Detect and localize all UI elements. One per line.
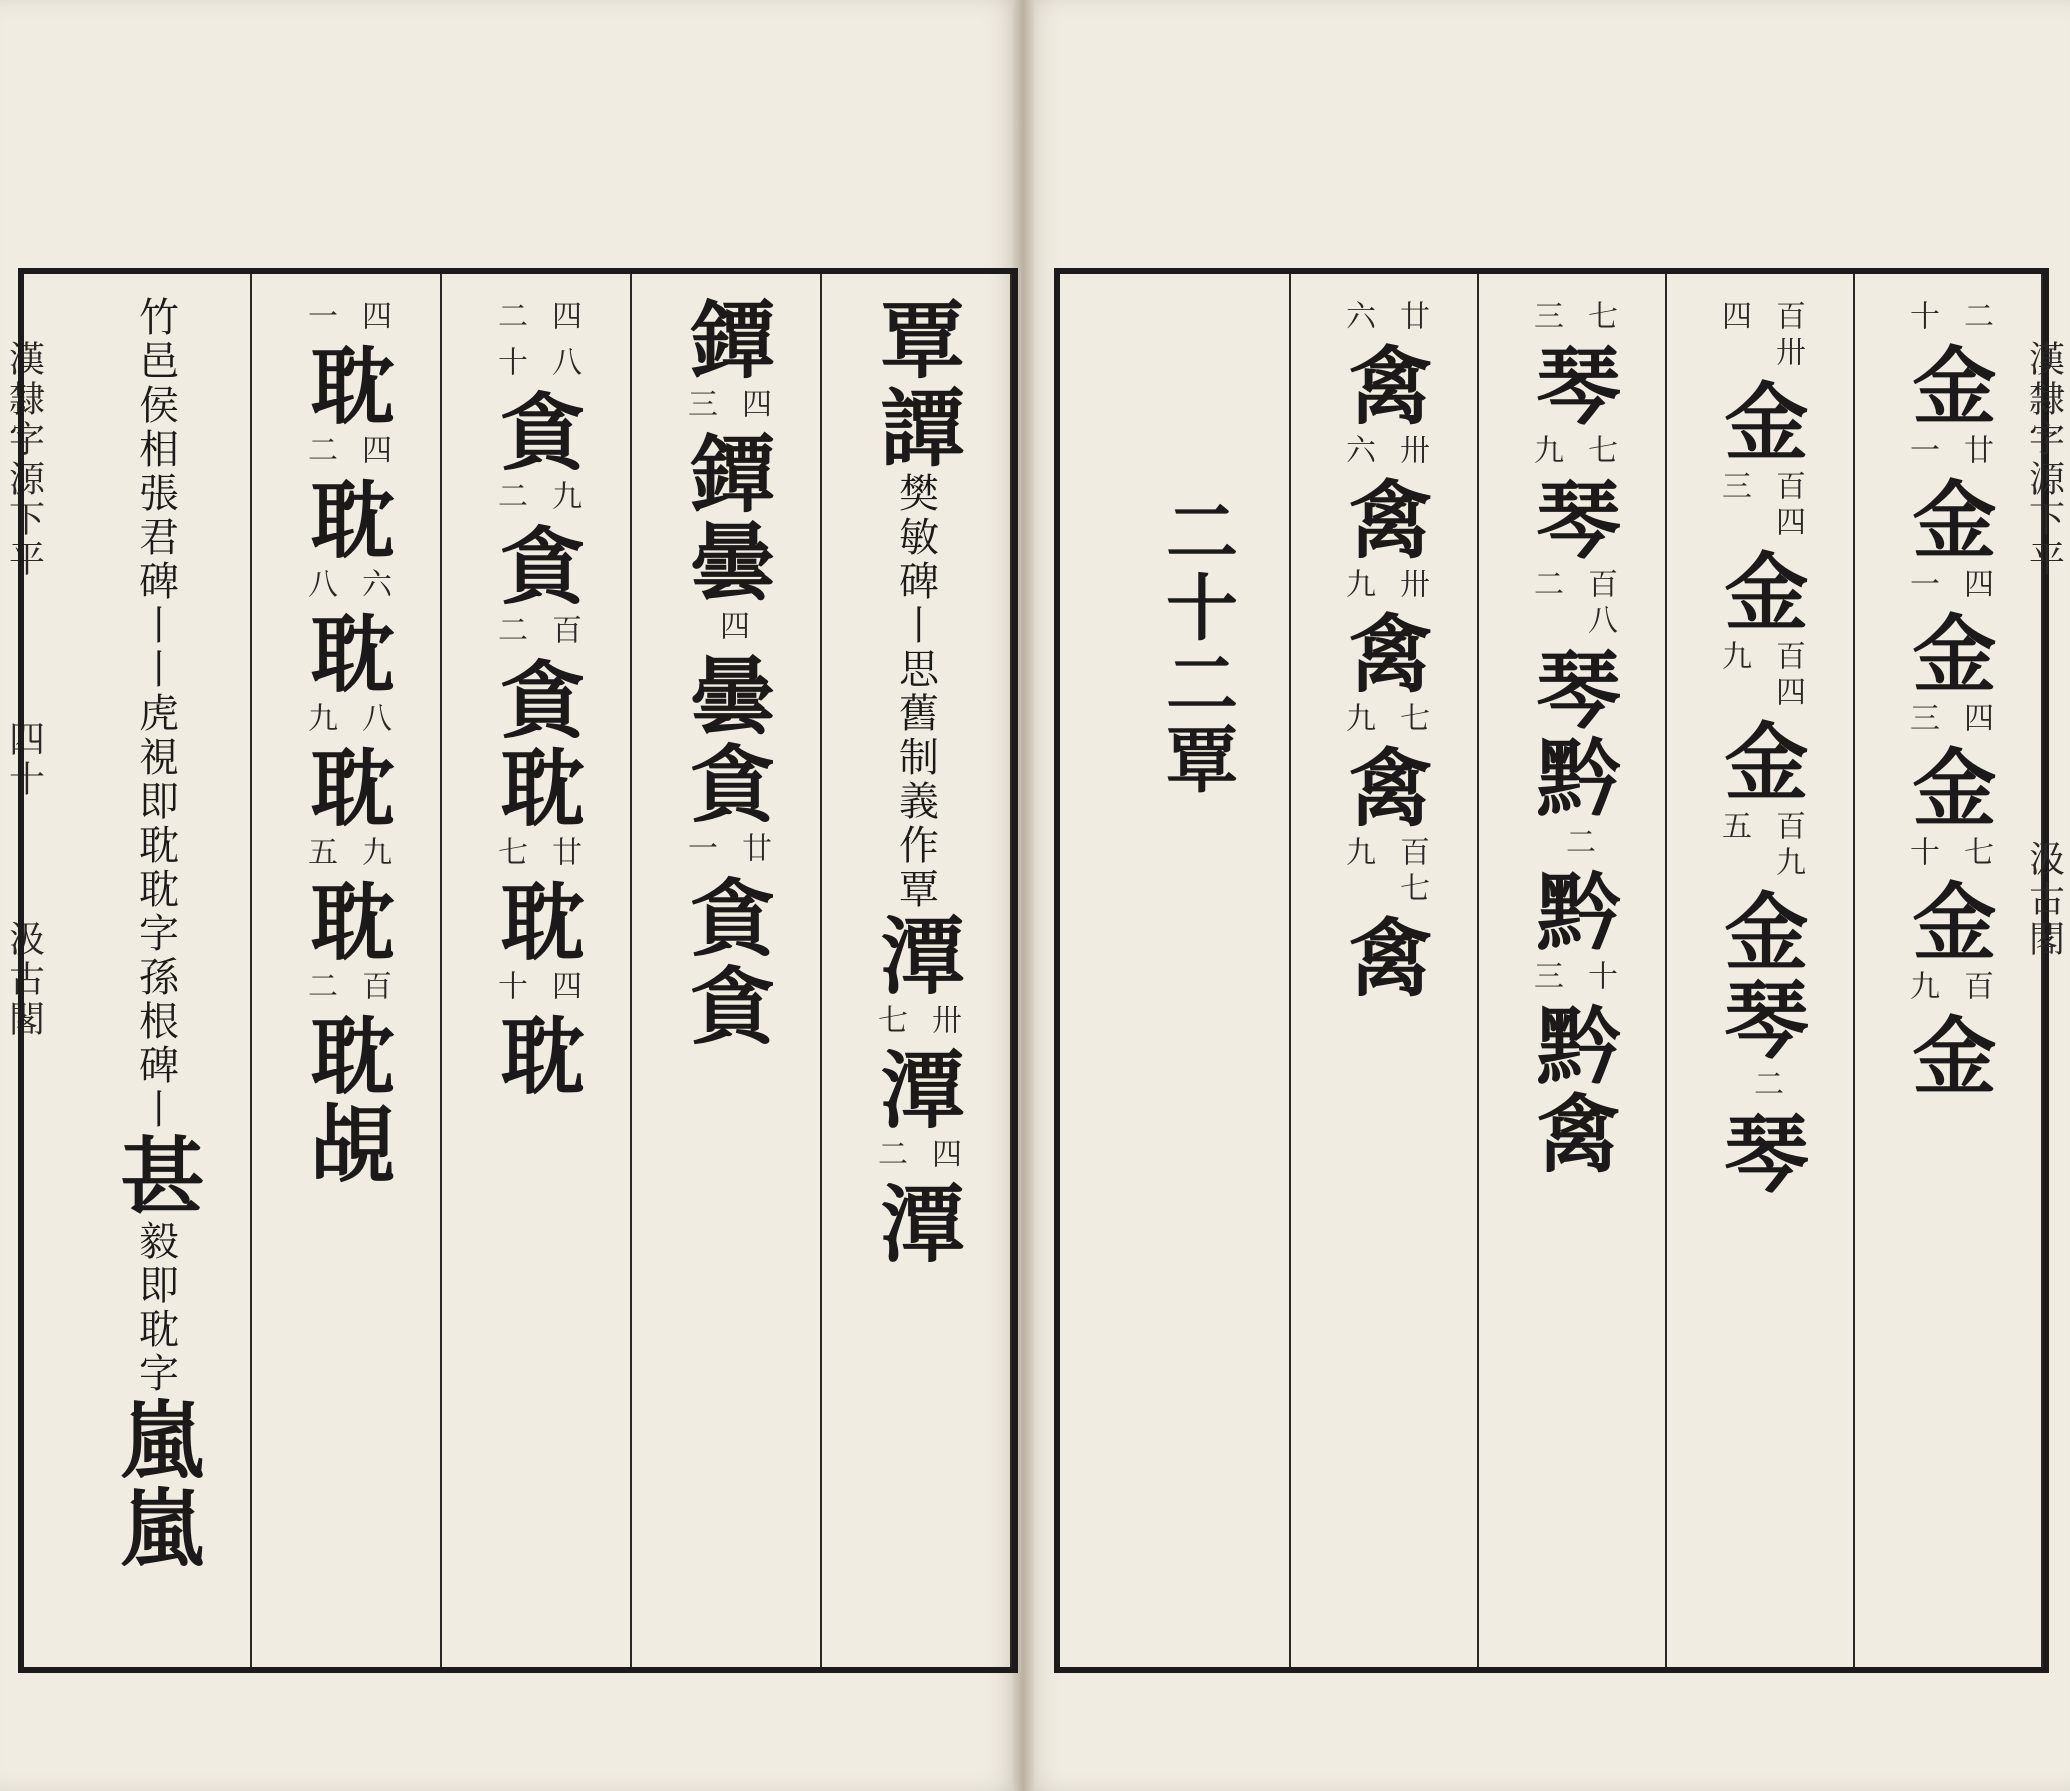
glyph: 耽	[297, 476, 396, 564]
source-number: 廿	[736, 832, 771, 868]
entry-cell	[107, 1484, 206, 1572]
glyph: 金	[1899, 476, 1998, 564]
source-number: 一	[1904, 568, 1939, 604]
source-number: 廿	[1958, 434, 1993, 470]
source-number: 十	[1904, 836, 1939, 872]
source-number: 十	[492, 970, 527, 1006]
glyph: 琴	[1711, 1110, 1810, 1198]
source-number: 九	[1528, 434, 1563, 470]
source-number-pair	[1335, 434, 1433, 470]
glyph: 潭	[867, 1046, 966, 1134]
source-number: 七	[492, 836, 527, 872]
source-number-pair	[1711, 810, 1809, 882]
glyph: 耽	[297, 342, 396, 430]
source-number: 六	[356, 568, 391, 604]
source-number-pair	[1899, 970, 1997, 1006]
source-number: 十	[1904, 300, 1939, 336]
text-column	[1479, 274, 1667, 1667]
source-number: 卅	[1394, 434, 1429, 470]
source-number: 七	[1394, 702, 1429, 738]
annotation-text: 孫根碑丨	[132, 956, 179, 1132]
glyph: 耽	[297, 610, 396, 698]
entry-cell	[1335, 832, 1433, 1002]
entry-cell	[1711, 636, 1809, 806]
entry-cell	[1335, 564, 1433, 698]
entry-cell	[297, 564, 395, 698]
source-number-pair	[1899, 702, 1997, 738]
entry-cell	[1523, 1090, 1622, 1178]
source-number: 三	[1904, 702, 1939, 738]
source-number: 四	[926, 1138, 961, 1174]
right-page-frame	[1054, 268, 2049, 1673]
source-number: 二	[302, 970, 337, 1006]
entry-cell	[1899, 564, 1997, 698]
source-number-pair	[487, 970, 585, 1006]
entry-cell	[677, 962, 776, 1050]
entry-cell	[487, 610, 585, 744]
entry-cell	[107, 1396, 206, 1484]
source-number: 四	[736, 388, 771, 424]
source-number-pair	[1733, 1068, 1787, 1104]
entry-cell	[1899, 296, 1997, 430]
glyph: 禽	[1335, 914, 1434, 1002]
source-number-pair	[297, 300, 395, 336]
source-number: 二	[492, 300, 527, 336]
glyph: 金	[1899, 744, 1998, 832]
source-number-pair	[867, 1138, 965, 1174]
source-number: 二	[1560, 826, 1595, 862]
glyph: 金	[1899, 1012, 1998, 1100]
glyph: 嵐	[107, 1484, 206, 1572]
glyph: 禽	[1335, 476, 1434, 564]
source-number-pair	[1711, 470, 1809, 542]
entry-cell	[297, 296, 395, 430]
entry-cell	[128, 296, 185, 648]
source-number: 一	[302, 300, 337, 336]
text-column	[1855, 274, 2043, 1667]
glyph: 貪	[487, 656, 586, 744]
source-number-pair	[487, 346, 585, 382]
source-number-pair	[487, 836, 585, 872]
entry-cell	[677, 518, 776, 606]
entry-cell	[677, 740, 776, 828]
entry-cell	[867, 1134, 965, 1268]
annotation-text: 毅即耽字	[132, 1220, 179, 1396]
entry-cell	[1523, 430, 1621, 564]
left-margin-footer: 汲古閣	[3, 920, 45, 1040]
source-number-pair	[699, 610, 753, 646]
glyph: 耽	[297, 878, 396, 966]
source-number-pair	[1711, 300, 1809, 372]
glyph: 金	[1899, 610, 1998, 698]
entry-cell	[867, 912, 966, 1000]
entry-cell	[677, 296, 776, 384]
source-number-pair	[297, 568, 395, 604]
entry-cell	[1523, 296, 1621, 430]
source-number: 五	[1716, 810, 1751, 846]
glyph: 貪	[677, 874, 776, 962]
source-number: 九	[1340, 836, 1375, 872]
source-number: 七	[1582, 434, 1617, 470]
glyph: 琴	[1523, 476, 1622, 564]
entry-cell	[1899, 698, 1997, 832]
glyph: 琴	[1711, 976, 1810, 1064]
source-number: 二	[302, 434, 337, 470]
entry-cell	[888, 692, 945, 912]
glyph: 禽	[1335, 342, 1434, 430]
glyph: 金	[1711, 888, 1810, 976]
glyph: 禽	[1335, 744, 1434, 832]
glyph: 耽	[297, 744, 396, 832]
glyph: 黔	[1523, 1002, 1622, 1090]
right-page-margin	[2020, 0, 2068, 1791]
source-number: 廿	[546, 836, 581, 872]
glyph: 禽	[1523, 1090, 1622, 1178]
entry-cell	[1899, 430, 1997, 564]
source-number: 三	[1716, 470, 1751, 506]
source-number-pair	[297, 970, 395, 1006]
source-number: 八	[546, 346, 581, 382]
section-heading-column	[1103, 274, 1291, 1667]
glyph: 曇	[677, 518, 776, 606]
source-number-pair	[487, 614, 585, 650]
entry-cell	[128, 956, 185, 1132]
glyph: 耽	[487, 744, 586, 832]
glyph: 覘	[297, 1100, 396, 1188]
source-number: 五	[302, 836, 337, 872]
source-number: 七	[1582, 300, 1617, 336]
source-number: 二	[872, 1138, 907, 1174]
source-number: 九	[1716, 640, 1751, 676]
entry-cell	[487, 476, 585, 610]
source-number: 四	[714, 610, 749, 646]
text-column	[62, 274, 252, 1667]
source-number: 四	[356, 300, 391, 336]
glyph: 覃	[867, 296, 966, 384]
entry-cell	[1711, 806, 1809, 976]
text-column	[632, 274, 822, 1667]
glyph: 潭	[867, 1180, 966, 1268]
source-number: 九	[1340, 568, 1375, 604]
source-number: 百七	[1394, 836, 1429, 908]
source-number-pair	[1545, 826, 1599, 862]
right-margin-footer: 汲古閣	[2023, 840, 2065, 960]
source-number: 三	[1528, 960, 1563, 996]
glyph: 鐔	[677, 296, 776, 384]
source-number: 二	[1748, 1068, 1783, 1104]
glyph: 黔	[1523, 734, 1622, 822]
glyph: 貪	[487, 388, 586, 476]
source-number: 百	[546, 614, 581, 650]
source-number: 四	[546, 970, 581, 1006]
entry-cell	[297, 698, 395, 832]
entry-cell	[1523, 956, 1621, 1090]
glyph: 耽	[487, 878, 586, 966]
annotation-text: 丨虎視即耽耽字	[132, 648, 179, 956]
entry-cell	[867, 296, 966, 384]
source-number: 四	[546, 300, 581, 336]
entry-cell	[297, 1100, 396, 1188]
source-number-pair	[1523, 960, 1621, 996]
entry-cell	[867, 384, 966, 472]
source-number: 百	[356, 970, 391, 1006]
source-number: 廿	[1394, 300, 1429, 336]
entry-cell	[487, 966, 585, 1100]
source-number: 二	[492, 480, 527, 516]
source-number: 百九	[1770, 810, 1805, 882]
source-number-pair	[1899, 300, 1997, 336]
source-number-pair	[1335, 836, 1433, 908]
entry-cell	[1523, 564, 1621, 734]
source-number-pair	[1523, 300, 1621, 336]
source-number: 九	[1340, 702, 1375, 738]
source-number: 百卅	[1770, 300, 1805, 372]
glyph: 金	[1711, 378, 1810, 466]
source-number-pair	[487, 480, 585, 516]
entry-cell	[1899, 966, 1997, 1100]
source-number: 九	[302, 702, 337, 738]
entry-cell	[297, 832, 395, 966]
text-column	[252, 274, 442, 1667]
entry-cell	[297, 430, 395, 564]
entry-cell	[487, 744, 586, 832]
source-number: 八	[356, 702, 391, 738]
text-column	[1291, 274, 1479, 1667]
glyph: 禽	[1335, 610, 1434, 698]
entry-cell	[1335, 296, 1433, 430]
text-column	[1667, 274, 1855, 1667]
entry-cell	[888, 472, 945, 692]
entry-cell	[1899, 832, 1997, 966]
entry-cell	[1711, 976, 1810, 1064]
source-number: 百	[1958, 970, 1993, 1006]
glyph: 耽	[297, 1012, 396, 1100]
text-column	[442, 274, 632, 1667]
entry-cell	[1335, 430, 1433, 564]
source-number-pair	[297, 434, 395, 470]
entry-cell	[677, 384, 775, 518]
glyph: 貪	[487, 522, 586, 610]
glyph: 潭	[867, 912, 966, 1000]
entry-cell	[487, 342, 585, 476]
source-number-pair	[1523, 568, 1621, 640]
entry-cell	[1711, 296, 1809, 466]
source-number: 一	[1904, 434, 1939, 470]
entry-cell	[1335, 698, 1433, 832]
source-number: 百四	[1770, 640, 1805, 712]
glyph: 耽	[487, 1012, 586, 1100]
glyph: 貪	[677, 740, 776, 828]
glyph: 金	[1711, 718, 1810, 806]
source-number: 二	[1528, 568, 1563, 604]
source-number: 百八	[1582, 568, 1617, 640]
source-number: 四	[1958, 568, 1993, 604]
source-number: 六	[1340, 300, 1375, 336]
source-number-pair	[1899, 836, 1997, 872]
glyph: 曇	[677, 652, 776, 740]
source-number-pair	[1523, 434, 1621, 470]
source-number: 一	[682, 832, 717, 868]
source-number-pair	[1899, 434, 1997, 470]
entry-cell	[1711, 1064, 1810, 1198]
glyph: 金	[1711, 548, 1810, 636]
source-number-pair	[1335, 300, 1433, 336]
source-number: 卅	[1394, 568, 1429, 604]
source-number: 九	[356, 836, 391, 872]
entry-cell	[677, 606, 776, 740]
source-number-pair	[1899, 568, 1997, 604]
source-number-pair	[1335, 568, 1433, 604]
source-number-pair	[1711, 640, 1809, 712]
left-margin-title: 漢隸字源下平	[3, 340, 45, 580]
source-number: 七	[872, 1004, 907, 1040]
annotation-text: 樊敏碑丨思	[892, 472, 939, 692]
section-heading: 二十二覃	[1154, 494, 1239, 798]
glyph: 金	[1899, 878, 1998, 966]
annotation-text: 竹邑侯相張君碑丨	[132, 296, 179, 648]
source-number: 十	[492, 346, 527, 382]
glyph: 琴	[1523, 646, 1622, 734]
source-number: 卅	[926, 1004, 961, 1040]
source-number-pair	[677, 388, 775, 424]
source-number-pair	[867, 1004, 965, 1040]
left-margin-page-number: 四十	[3, 720, 45, 800]
entry-cell	[1523, 822, 1622, 956]
glyph: 金	[1899, 342, 1998, 430]
source-number: 三	[682, 388, 717, 424]
text-column	[822, 274, 1012, 1667]
source-number: 三	[1528, 300, 1563, 336]
source-number: 二	[492, 614, 527, 650]
left-page-frame	[18, 268, 1018, 1673]
glyph: 甚	[107, 1132, 206, 1220]
source-number: 十	[1582, 960, 1617, 996]
source-number: 六	[1340, 434, 1375, 470]
entry-cell	[1711, 466, 1809, 636]
source-number: 二	[1958, 300, 1993, 336]
glyph: 嵐	[107, 1396, 206, 1484]
entry-cell	[867, 1000, 965, 1134]
entry-cell	[107, 1132, 206, 1220]
source-number-pair	[1335, 702, 1433, 738]
entry-cell	[487, 832, 585, 966]
source-number-pair	[297, 836, 395, 872]
entry-cell	[487, 296, 585, 342]
source-number: 九	[1904, 970, 1939, 1006]
source-number-pair	[487, 300, 585, 336]
glyph: 譚	[867, 384, 966, 472]
annotation-text: 舊制義作覃	[892, 692, 939, 912]
entry-cell	[1523, 734, 1622, 822]
glyph: 貪	[677, 962, 776, 1050]
entry-cell	[128, 648, 185, 956]
entry-cell	[297, 966, 395, 1100]
glyph: 黔	[1523, 868, 1622, 956]
glyph: 琴	[1523, 342, 1622, 430]
entry-cell	[677, 828, 775, 962]
entry-cell	[128, 1220, 185, 1396]
source-number: 九	[546, 480, 581, 516]
source-number-pair	[677, 832, 775, 868]
source-number: 四	[356, 434, 391, 470]
source-number: 百四	[1770, 470, 1805, 542]
source-number-pair	[297, 702, 395, 738]
right-margin-title: 漢隸字源下平	[2023, 340, 2065, 580]
glyph: 鐔	[677, 430, 776, 518]
source-number: 四	[1958, 702, 1993, 738]
source-number: 七	[1958, 836, 1993, 872]
source-number: 四	[1716, 300, 1751, 336]
source-number: 八	[302, 568, 337, 604]
